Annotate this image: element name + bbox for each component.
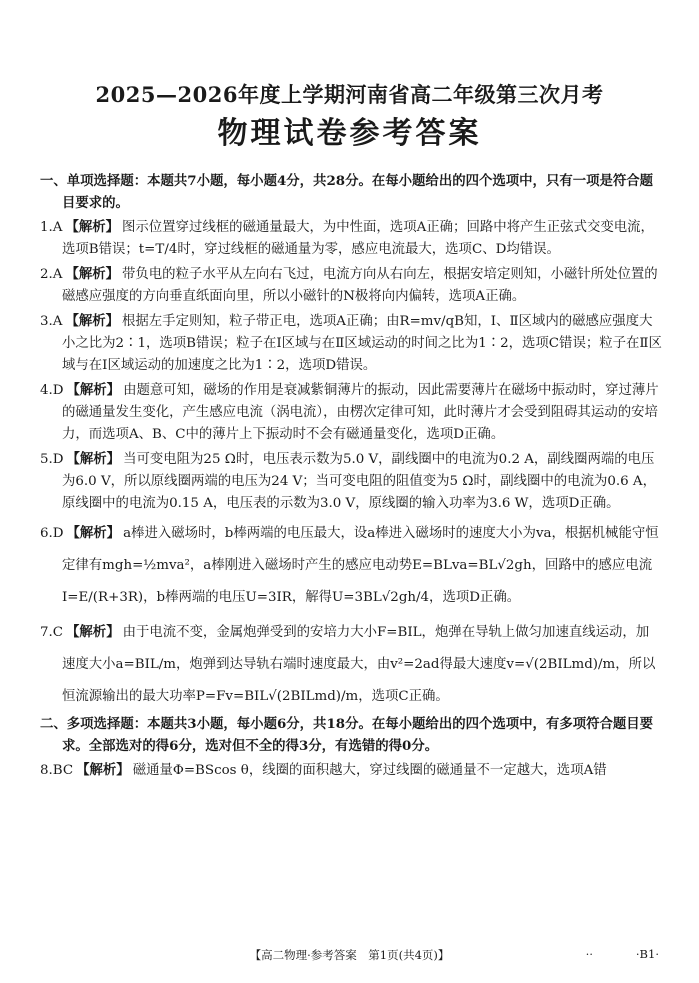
page-footer xyxy=(0,947,699,963)
answer-text: a棒进入磁场时，b棒两端的电压最大，设a棒进入磁场时的速度大小为va，根据机械能守恒定律有mgh=½mva²，a棒刚进入磁场时产生的感应电动势E=BLva=BL√2gh，回路中的感应电流I=E/(R+3R)，b棒两端的电压U=3IR，解得U=3BL√2gh/4，选项D正确。 xyxy=(62,526,659,605)
answer-item xyxy=(40,310,662,377)
footer-code: ·B1· xyxy=(635,947,659,961)
answer-number: 3.A xyxy=(40,314,63,329)
answer-number: 1.A xyxy=(40,220,63,235)
answer-text: 带负电的粒子水平从左向右飞过，电流方向从右向左，根据安培定则知，小磁针所处位置的磁感应强度的方向垂直纸面向里，所以小磁针的N极将向内偏转，选项A正确。 xyxy=(62,267,658,304)
answer-text: 当可变电阻为25 Ω时，电压表示数为5.0 V，副线圈中的电流为0.2 A，副线圈两端的电压为6.0 V，所以原线圈两端的电压为24 V；当可变电阻的阻值变为5 Ω时，副线圈中的电流为0.6 A，原线圈中的电流为0.15 A，电压表的示数为3.0 V，原线圈的输入功率为3.6 W，选项D正确。 xyxy=(62,452,656,511)
analysis-tag: 【解析】 xyxy=(66,451,121,467)
answer-number: 5.D xyxy=(40,452,64,467)
analysis-tag: 【解析】 xyxy=(65,266,120,282)
answer-text: 由题意可知，磁场的作用是衰减紫铜薄片的振动，因此需要薄片在磁场中振动时，穿过薄片的磁通量发生变化，产生感应电流（涡电流），由楞次定律可知，此时薄片才会受到阻碍其运动的安培力，而选项A、B、C中的薄片上下振动时不会有磁通量变化，选项D正确。 xyxy=(62,383,659,442)
footer-page-info: 【高二物理·参考答案 第1页(共4页)】 xyxy=(249,948,450,962)
answer-item xyxy=(40,759,662,782)
answer-text: 根据左手定则知，粒子带正电，选项A正确；由R=mv/qB知，Ⅰ、Ⅱ区域内的磁感应强度大小之比为2∶1，选项B错误；粒子在Ⅰ区域与在Ⅱ区域运动的时间之比为1∶2，选项C错误；粒子在Ⅱ区域与在Ⅰ区域运动的加速度之比为1∶2，选项D错误。 xyxy=(62,314,662,373)
answer-item xyxy=(40,616,662,713)
section-single-choice: 一、单项选择题：本题共7小题，每小题4分，共28分。在每小题给出的四个选项中，只有一项是符合题目要求的。 xyxy=(40,173,654,211)
answer-content xyxy=(40,170,662,782)
answer-number: 8.BC xyxy=(40,763,74,778)
analysis-tag: 【解析】 xyxy=(66,525,121,541)
answer-number: 4.D xyxy=(40,383,64,398)
analysis-tag: 【解析】 xyxy=(66,624,120,640)
answer-text: 由于电流不变，金属炮弹受到的安培力大小F=BIL，炮弹在导轨上做匀加速直线运动，加速度大小a=BIL/m，炮弹到达导轨右端时速度最大，由v²=2ad得最大速度v=√(2BILmd)/m，所以恒流源输出的最大功率P=Fv=BIL√(2BILmd)/m，选项C正确。 xyxy=(62,625,656,704)
section-multiple-choice: 二、多项选择题：本题共3小题，每小题6分，共18分。在每小题给出的四个选项中，有多项符合题目要求。全部选对的得6分，选对但不全的得3分，有选错的得0分。 xyxy=(40,716,654,754)
answer-text: 图示位置穿过线框的磁通量最大，为中性面，选项A正确；回路中将产生正弦式交变电流，选项B错误；t=T/4时，穿过线框的磁通量为零，感应电流最大，选项C、D均错误。 xyxy=(62,220,654,257)
footer-dots: ‥ xyxy=(585,945,593,958)
answer-number: 7.C xyxy=(40,625,64,640)
answer-text: 磁通量Φ=BScos θ，线圈的面积越大，穿过线圈的磁通量不一定越大，选项A错 xyxy=(132,763,607,778)
answer-item xyxy=(40,379,662,446)
answer-number: 6.D xyxy=(40,526,64,541)
analysis-tag: 【解析】 xyxy=(65,313,120,329)
answer-key-title: 物理试卷参考答案 xyxy=(217,116,482,151)
exam-title: 2025—2026年度上学期河南省高二年级第三次月考 xyxy=(95,82,604,107)
answer-item xyxy=(40,216,662,261)
answer-item xyxy=(40,448,662,515)
analysis-tag: 【解析】 xyxy=(65,219,120,235)
analysis-tag: 【解析】 xyxy=(76,762,130,778)
analysis-tag: 【解析】 xyxy=(66,382,121,398)
answer-number: 2.A xyxy=(40,267,63,282)
answer-item xyxy=(40,517,662,614)
answer-item xyxy=(40,263,662,308)
